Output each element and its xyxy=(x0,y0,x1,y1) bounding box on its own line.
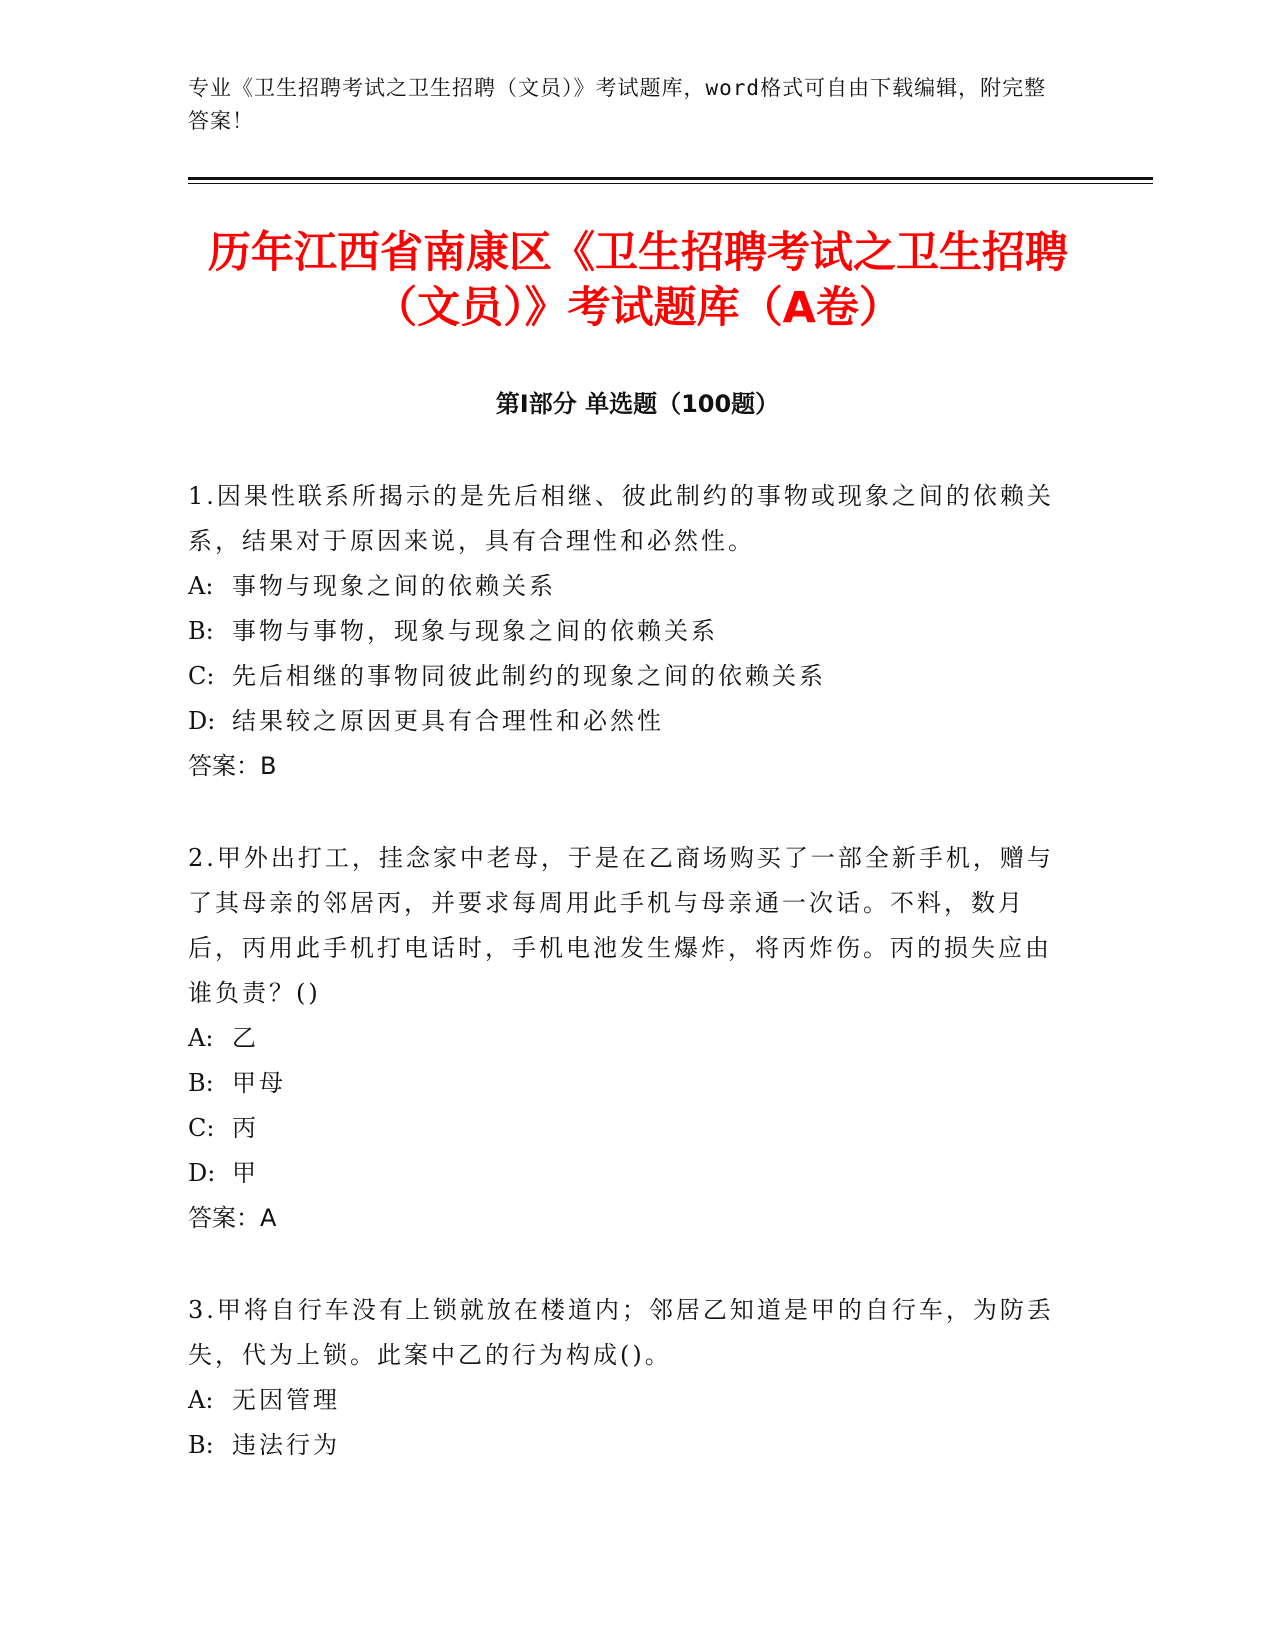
option-text: 丙 xyxy=(232,1114,259,1142)
option-key: B: xyxy=(188,1431,214,1459)
question-text: 2.甲外出打工，挂念家中老母，于是在乙商场购买了一部全新手机，赠与了其母亲的邻居丙，并要求每周用此手机与母亲通一次话。不料，数月后，丙用此手机打电话时，手机电池发生爆炸，将丙炸伤。丙的损失应由谁负责？() xyxy=(188,844,1054,1007)
option-key: B: xyxy=(188,1069,214,1097)
option-b xyxy=(188,1423,1068,1468)
section-title: 第I部分 单选题（100题） xyxy=(495,390,780,418)
option-b xyxy=(188,1061,1068,1106)
header-note: 专业《卫生招聘考试之卫生招聘（文员）》考试题库，word格式可自由下载编辑，附完整答案！ xyxy=(188,76,1047,133)
question-3 xyxy=(188,1288,1068,1468)
option-key: B: xyxy=(188,617,214,645)
option-d xyxy=(188,1151,1068,1196)
option-text: 甲母 xyxy=(232,1069,286,1097)
question-1 xyxy=(188,474,1068,789)
question-2 xyxy=(188,836,1068,1241)
document-title: 历年江西省南康区《卫生招聘考试之卫生招聘（文员）》考试题库（A卷） xyxy=(208,228,1068,333)
option-text: 事物与现象之间的依赖关系 xyxy=(232,572,556,600)
header-rule-thin xyxy=(188,183,1153,184)
option-text: 甲 xyxy=(232,1159,259,1187)
question-text: 3.甲将自行车没有上锁就放在楼道内；邻居乙知道是甲的自行车，为防丢失，代为上锁。此案中乙的行为构成()。 xyxy=(188,1296,1054,1369)
option-key: D: xyxy=(188,1159,216,1187)
option-text: 无因管理 xyxy=(232,1386,340,1414)
question-list xyxy=(188,474,1068,1515)
option-key: D: xyxy=(188,707,216,735)
question-text: 1.因果性联系所揭示的是先后相继、彼此制约的事物或现象之间的依赖关系，结果对于原因来说，具有合理性和必然性。 xyxy=(188,482,1054,555)
option-text: 违法行为 xyxy=(232,1431,340,1459)
option-text: 事物与事物，现象与现象之间的依赖关系 xyxy=(232,617,718,645)
option-key: C: xyxy=(188,662,215,690)
option-a xyxy=(188,1378,1068,1423)
option-key: A: xyxy=(188,572,214,600)
option-text: 结果较之原因更具有合理性和必然性 xyxy=(232,707,664,735)
option-key: A: xyxy=(188,1024,214,1052)
option-d xyxy=(188,699,1068,744)
answer: 答案：A xyxy=(188,1204,277,1232)
option-c xyxy=(188,1106,1068,1151)
answer: 答案：B xyxy=(188,752,277,780)
option-key: A: xyxy=(188,1386,214,1414)
option-b xyxy=(188,609,1068,654)
option-c xyxy=(188,654,1068,699)
option-key: C: xyxy=(188,1114,215,1142)
option-a xyxy=(188,564,1068,609)
option-a xyxy=(188,1016,1068,1061)
option-text: 乙 xyxy=(232,1024,259,1052)
option-text: 先后相继的事物同彼此制约的现象之间的依赖关系 xyxy=(232,662,826,690)
header-rule-thick xyxy=(188,177,1153,180)
